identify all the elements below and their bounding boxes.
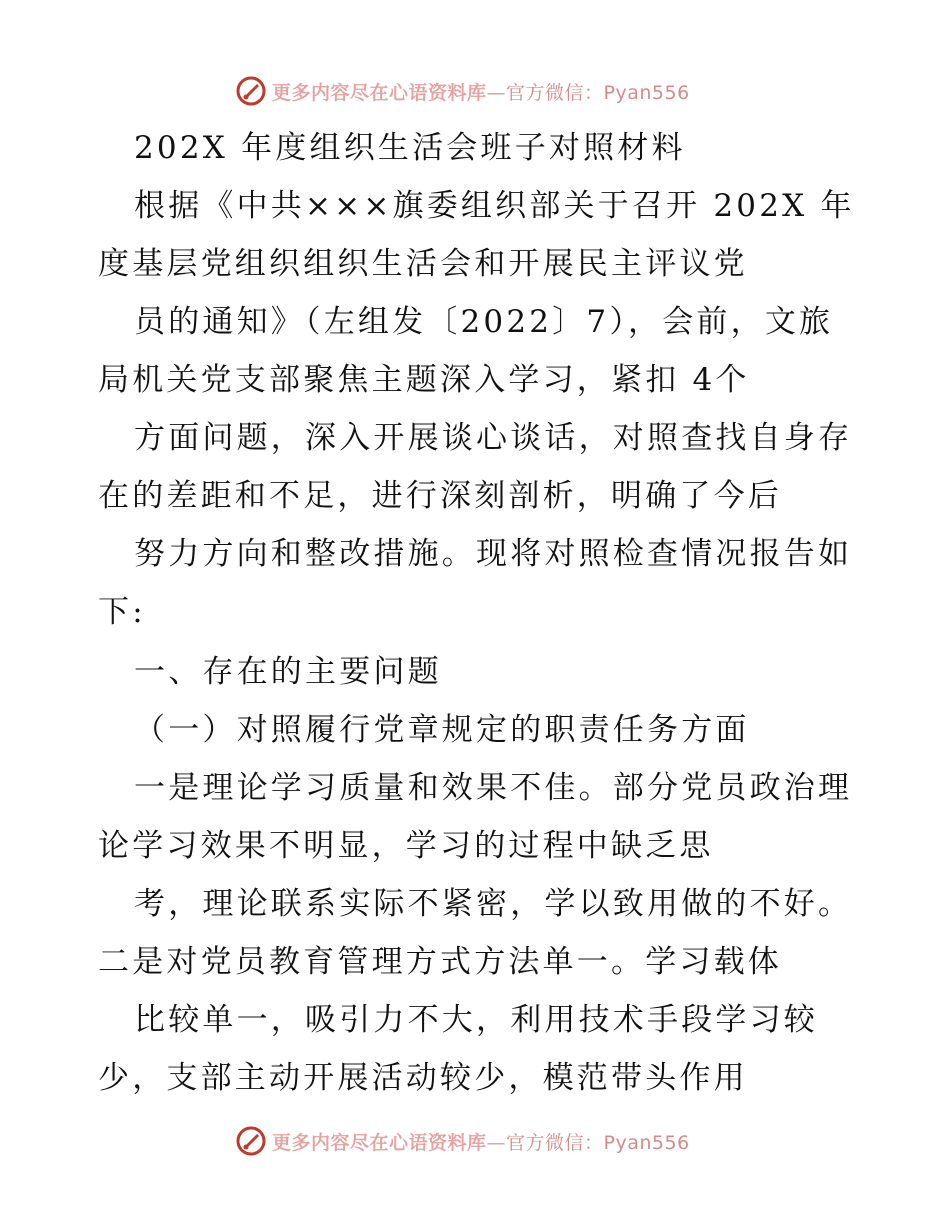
paragraph-line: 少，支部主动开展活动较少，模范带头作用 (98, 1060, 748, 1096)
paragraph-line: 努力方向和整改措施。现将对照检查情况报告如 (134, 536, 853, 572)
watermark-id: Pyan556 (603, 81, 690, 104)
watermark-label: 官方微信： (506, 81, 604, 104)
watermark-id: Pyan556 (603, 1131, 690, 1154)
paragraph-line: 二是对党员教育管理方式方法单一。学习载体 (98, 944, 782, 980)
brand-logo-icon (236, 1126, 266, 1156)
watermark-brand: 更多内容尽在心语资料库 (272, 81, 487, 104)
watermark-separator: — (486, 1131, 507, 1154)
watermark-header (236, 74, 690, 108)
watermark-label: 官方微信： (506, 1131, 604, 1154)
paragraph-line: 员的通知》（左组发〔2022〕7），会前，文旅 (134, 304, 834, 340)
paragraph-line: 局机关党支部聚焦主题深入学习，紧扣 4个 (98, 362, 750, 398)
paragraph-line: 度基层党组织组织生活会和开展民主评议党 (98, 246, 748, 282)
section-heading: 一、存在的主要问题 (134, 654, 442, 690)
brand-logo-icon (236, 76, 266, 106)
document-title: 202X 年度组织生活会班子对照材料 (134, 130, 686, 166)
watermark-separator: — (486, 81, 507, 104)
paragraph-line: 论学习效果不明显，学习的过程中缺乏思 (98, 828, 714, 864)
subsection-heading: （一）对照履行党章规定的职责任务方面 (134, 712, 750, 748)
watermark-footer (236, 1124, 690, 1158)
paragraph-line: 考，理论联系实际不紧密，学以致用做的不好。 (134, 886, 853, 922)
paragraph-line: 比较单一，吸引力不大，利用技术手段学习较 (134, 1002, 818, 1038)
paragraph-line: 方面问题，深入开展谈心谈话，对照查找自身存 (134, 420, 853, 456)
paragraph-line: 根据《中共×××旗委组织部关于召开 202X 年 (134, 188, 855, 224)
paragraph-line: 在的差距和不足，进行深刻剖析，明确了今后 (98, 478, 782, 514)
watermark-brand: 更多内容尽在心语资料库 (272, 1131, 487, 1154)
paragraph-line: 一是理论学习质量和效果不佳。部分党员政治理 (134, 770, 853, 806)
paragraph-line: 下: (98, 594, 146, 630)
